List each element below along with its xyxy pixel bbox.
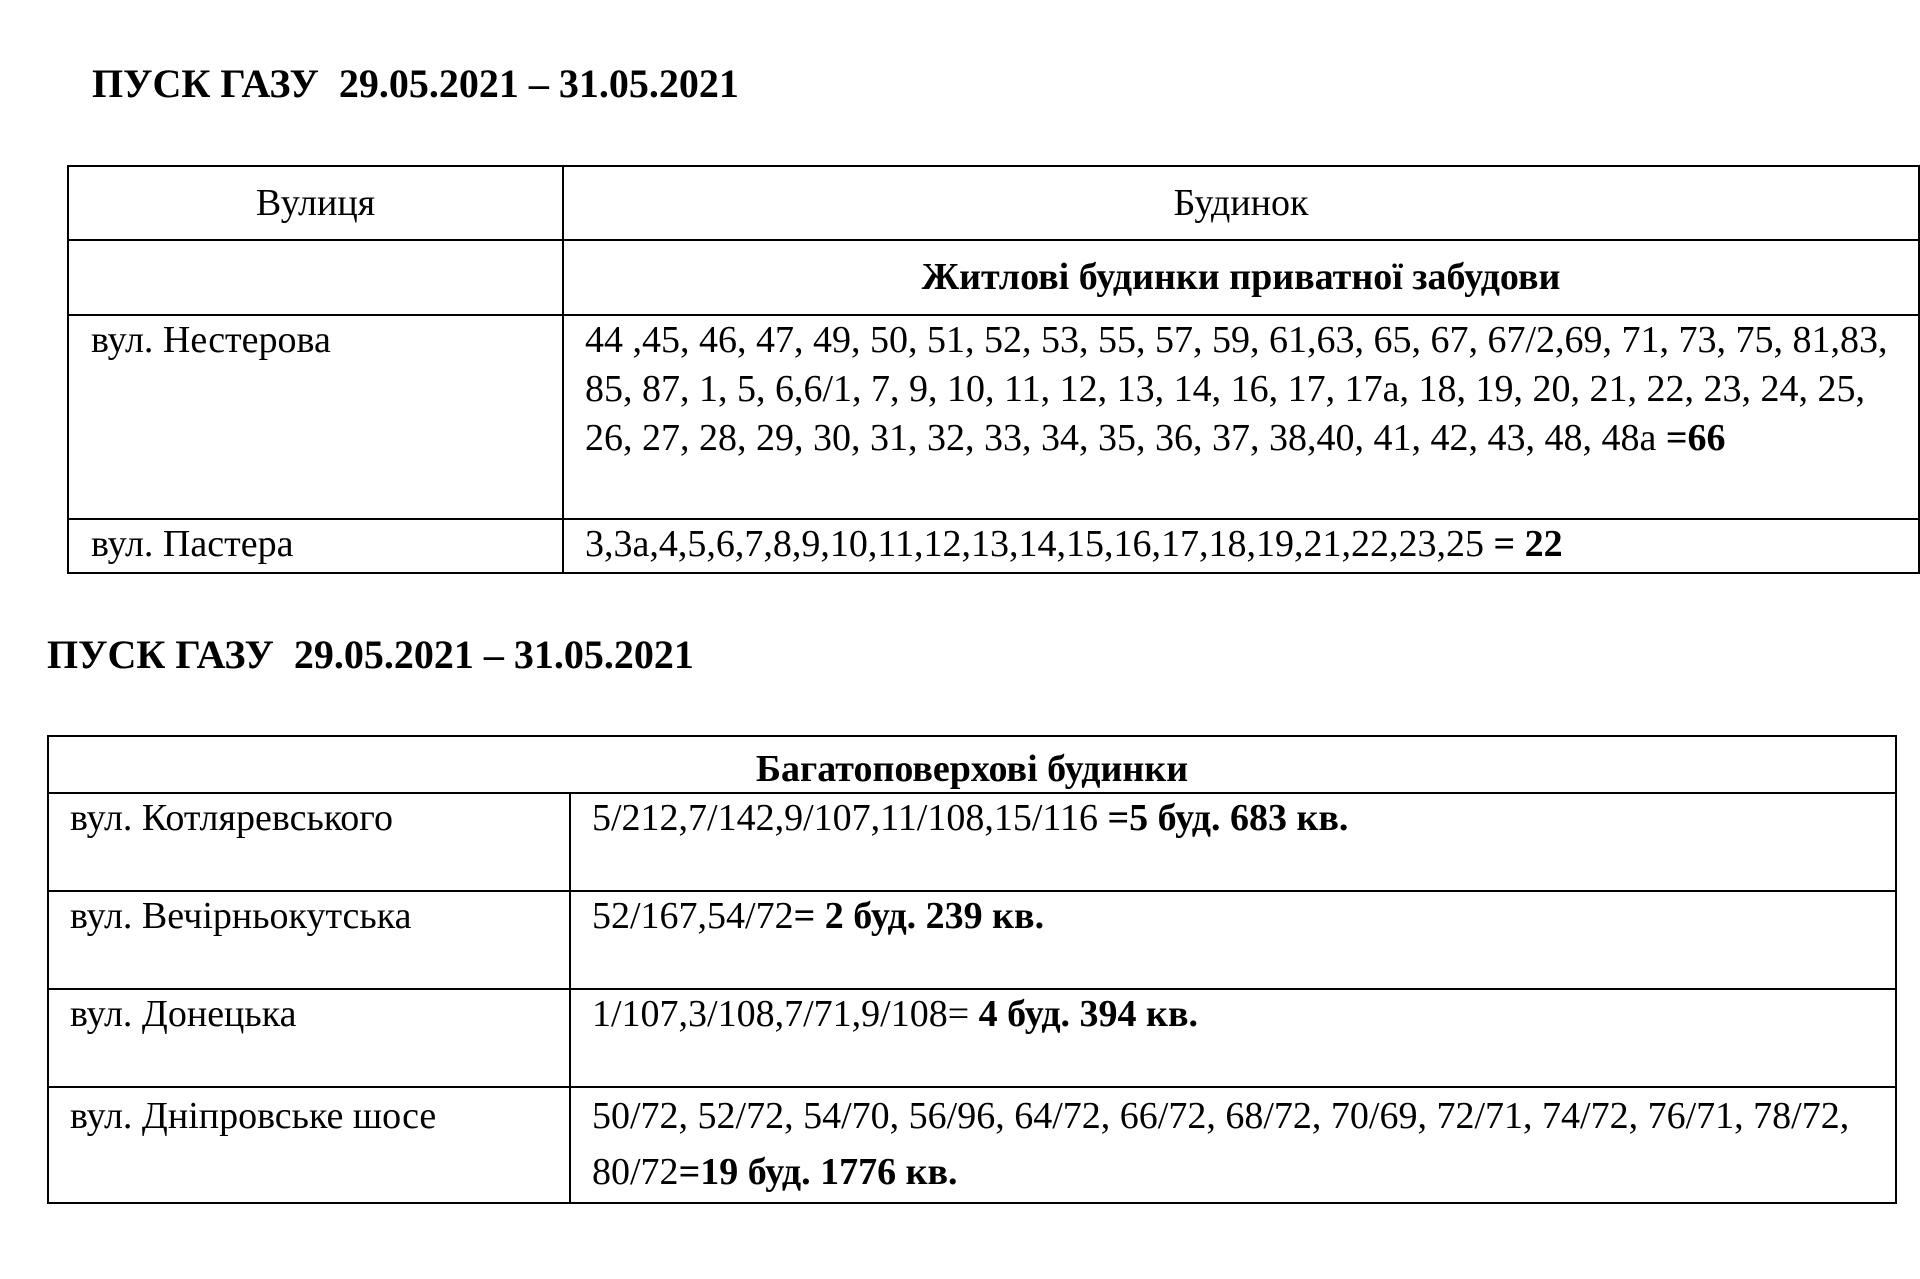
street-cell: вул. Котляревського	[48, 793, 570, 891]
houses-cell	[570, 989, 1896, 1087]
houses-cell	[570, 891, 1896, 989]
houses-cell	[570, 1087, 1896, 1203]
house-numbers: 44 ,45, 46, 47, 49, 50, 51, 52, 53, 55, 57, 59, 61,63, 65, 67, 67/2,69, 71, 73, 75, 81,83, 85, 87, 1, 5, 6,6/1, 7, 9, 10, 11, 12, 13, 14, 16, 17, 17а, 18, 19, 20, 21, 22, 23, 24, 25, 26, 27, 28, 29, 30, 31, 32, 33, 34, 35, 36, 37, 38,40, 41, 42, 43, 48, 48а	[585, 319, 1888, 459]
apartment-buildings-table	[47, 735, 1897, 1204]
street-cell: вул. Донецька	[48, 989, 570, 1087]
page-title: ПУСК ГАЗУ 29.05.2021 – 31.05.2021	[92, 61, 739, 106]
house-total: = 2 буд. 239 кв.	[793, 895, 1045, 937]
house-numbers: 1/107,3/108,7/71,9/108=	[592, 993, 979, 1035]
houses-cell	[563, 315, 1919, 519]
table-row	[68, 315, 1919, 519]
house-total: 4 буд. 394 кв.	[978, 993, 1198, 1035]
page-title-2: ПУСК ГАЗУ 29.05.2021 – 31.05.2021	[47, 632, 694, 677]
table-header-row	[68, 166, 1919, 240]
table-row	[48, 1087, 1896, 1203]
house-total: =5 буд. 683 кв.	[1107, 797, 1349, 839]
section-row	[68, 240, 1919, 315]
table-row	[48, 793, 1896, 891]
house-numbers: 50/72, 52/72, 54/70, 56/96, 64/72, 66/72, 68/72, 70/69, 72/71, 74/72, 76/71, 78/72, 80/72	[592, 1095, 1850, 1193]
section-title: Багатоповерхові будинки	[48, 736, 1896, 793]
street-column-header: Вулиця	[68, 166, 563, 240]
empty-cell	[68, 240, 563, 315]
table-row	[68, 519, 1919, 573]
street-cell: вул. Дніпровське шосе	[48, 1087, 570, 1203]
house-numbers: 5/212,7/142,9/107,11/108,15/116	[592, 797, 1108, 839]
houses-cell	[563, 519, 1919, 573]
houses-cell	[570, 793, 1896, 891]
house-numbers: 52/167,54/72	[592, 895, 794, 937]
street-cell: вул. Пастера	[68, 519, 563, 573]
house-total: =19 буд. 1776 кв.	[678, 1151, 958, 1193]
house-total: = 22	[1493, 523, 1563, 565]
section-row	[48, 736, 1896, 793]
house-total: =66	[1665, 417, 1726, 459]
table-row	[48, 989, 1896, 1087]
table-row	[48, 891, 1896, 989]
street-cell: вул. Нестерова	[68, 315, 563, 519]
house-numbers: 3,3а,4,5,6,7,8,9,10,11,12,13,14,15,16,17,18,19,21,22,23,25	[585, 523, 1494, 565]
street-cell: вул. Вечірньокутська	[48, 891, 570, 989]
section-title: Житлові будинки приватної забудови	[563, 240, 1919, 315]
private-houses-table	[67, 165, 1920, 574]
houses-column-header: Будинок	[563, 166, 1919, 240]
